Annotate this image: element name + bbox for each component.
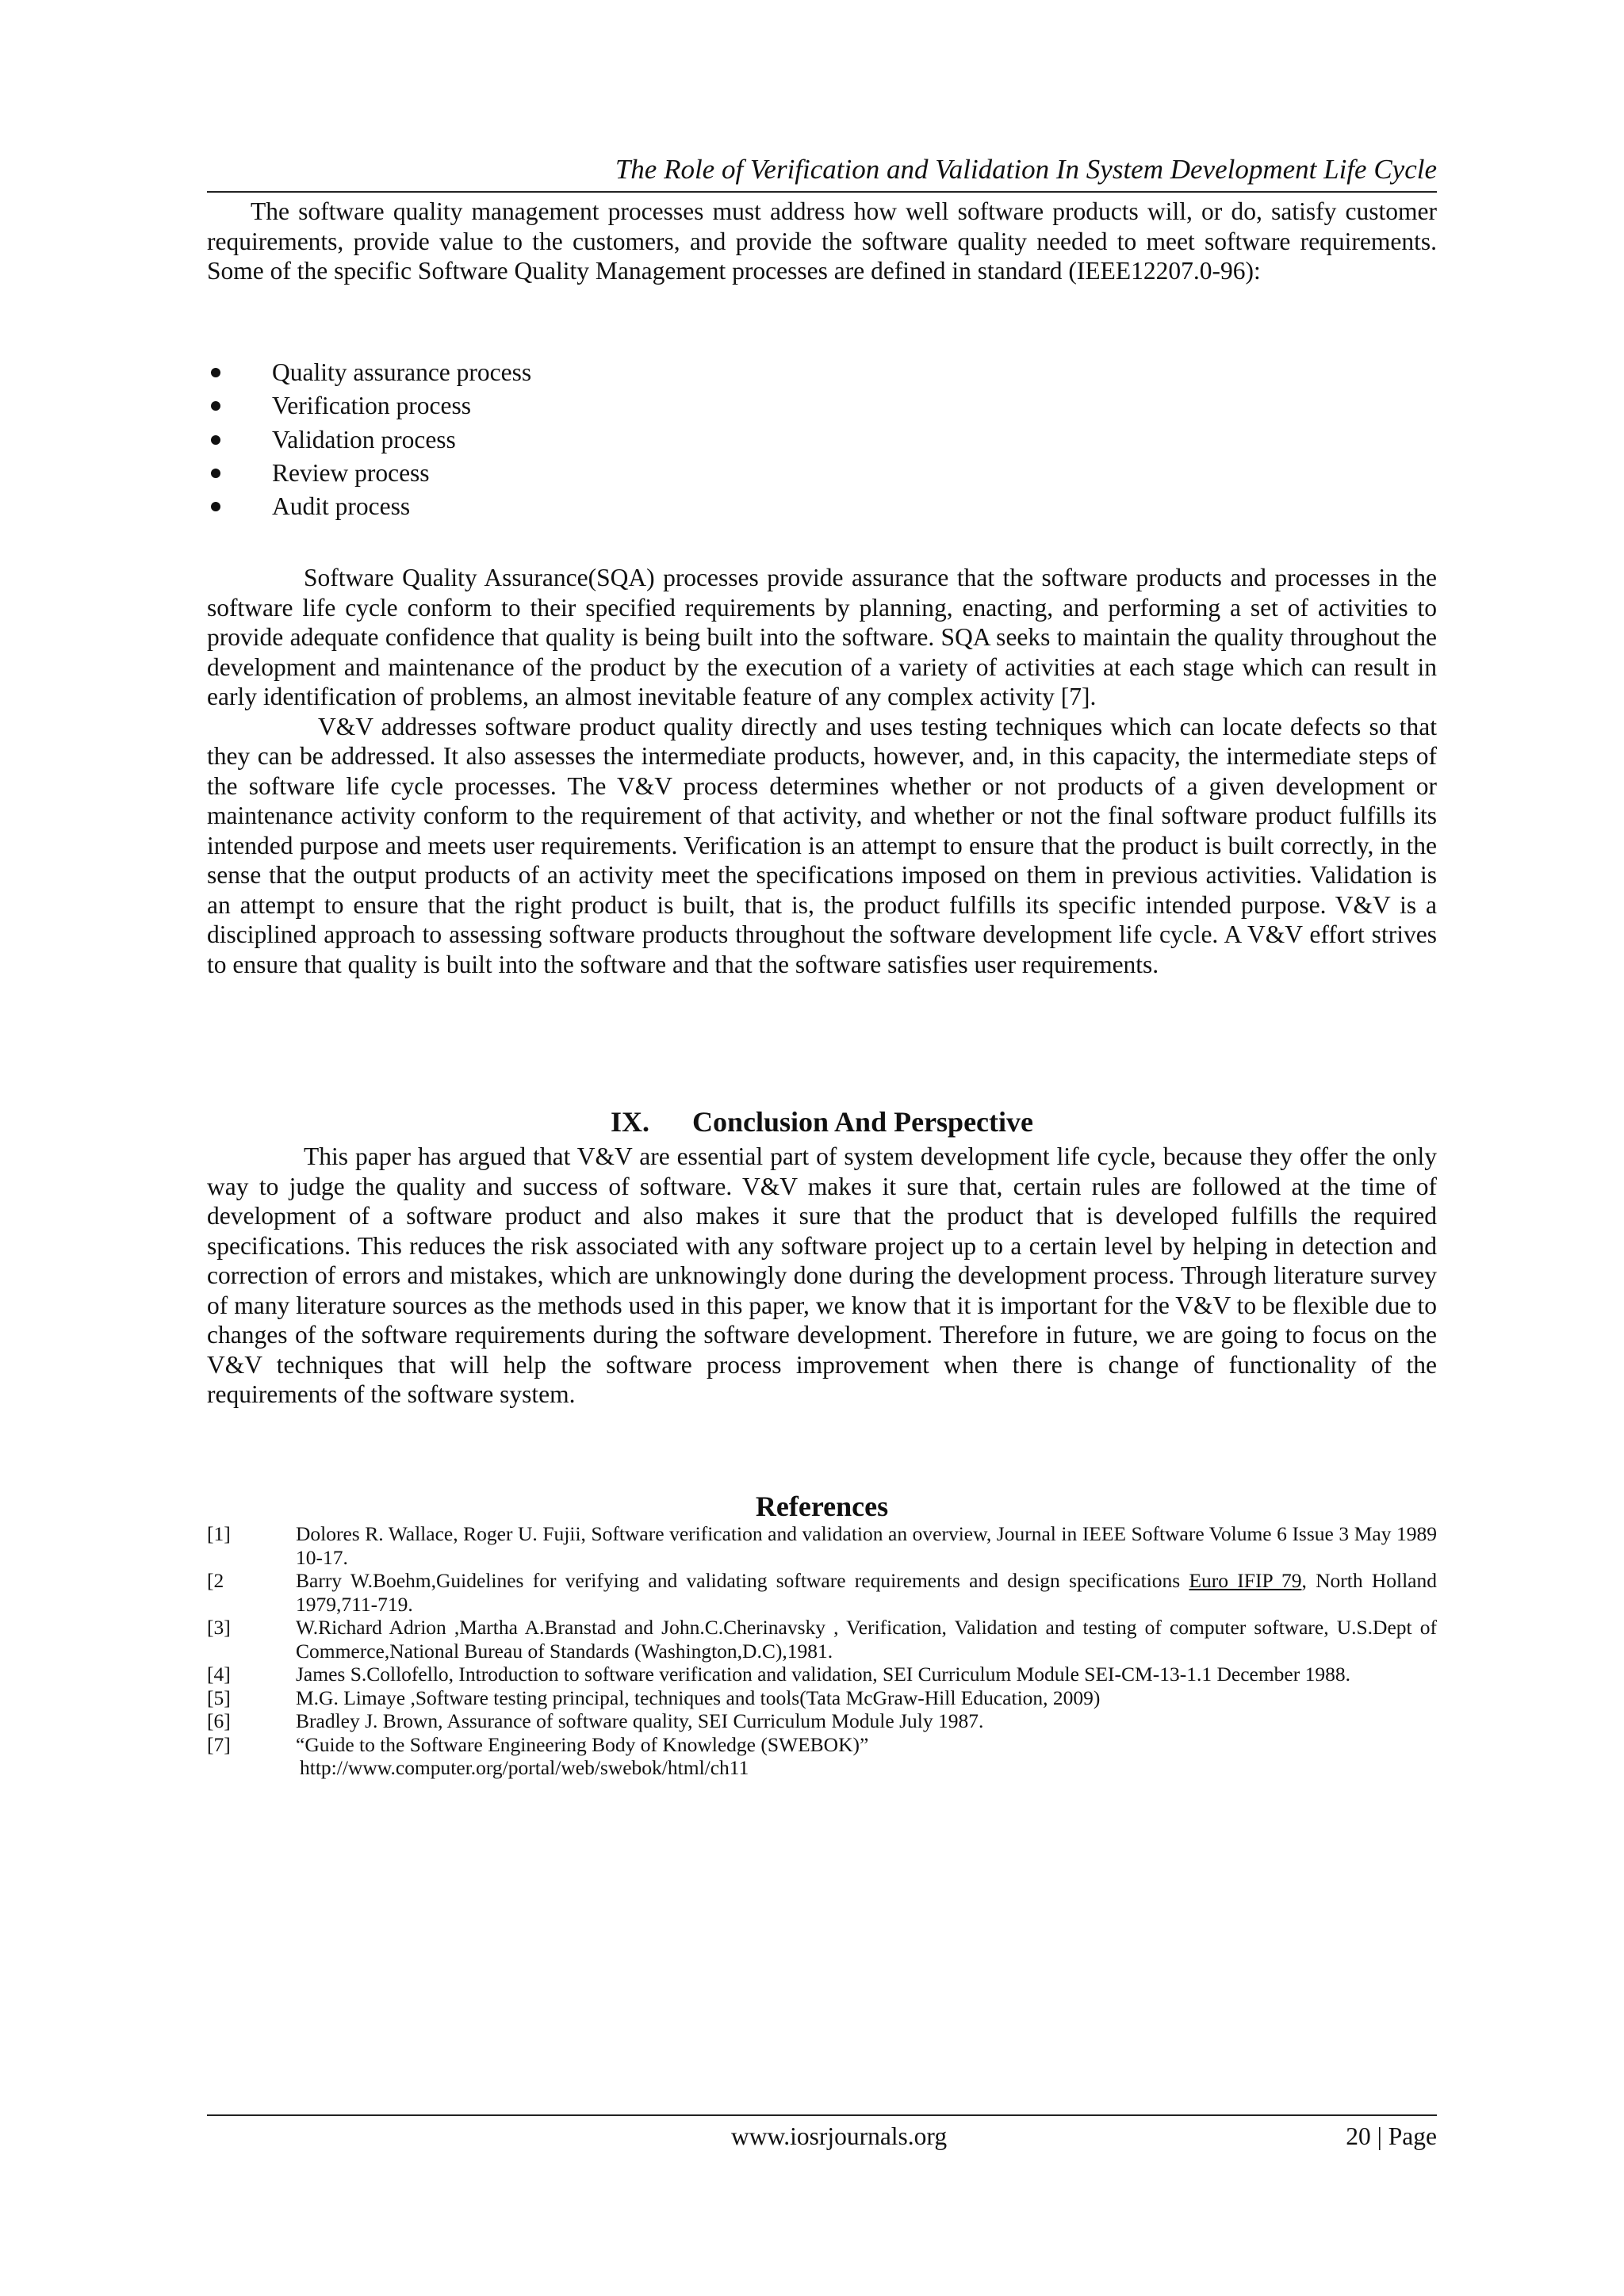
- reference-text-part: , North Holland 1979,711-719.: [296, 1569, 1437, 1616]
- reference-item: [207, 1663, 1437, 1686]
- reference-item: [207, 1616, 1437, 1663]
- intro-section: [207, 197, 1437, 286]
- intro-paragraph: The software quality management processes must address how well software products will, or do, satisfy customer requirements, provide value to the customers, and provide the software quality needed to meet software requirements. Some of the specific Software Quality Management processes are defined in standard (IEEE12207.0-96):: [207, 197, 1437, 285]
- list-item-label: Audit process: [272, 492, 411, 521]
- reference-item: [207, 1686, 1437, 1710]
- reference-url[interactable]: http://www.computer.org/portal/web/swebok/html/ch11: [300, 1756, 749, 1779]
- process-list: [207, 356, 1437, 523]
- reference-number: [1]: [207, 1522, 231, 1545]
- references-heading: References: [755, 1490, 889, 1522]
- list-item: [207, 389, 1437, 423]
- header-divider: [207, 191, 1437, 193]
- bullet-icon: [211, 435, 220, 445]
- conclusion-paragraph: This paper has argued that V&V are essential part of system development life cycle, because they offer the only way to judge the quality and success of software. V&V makes it sure that, certain rules are followed at the time of development of a software product and also makes it sure that the product that is developed fulfills the required specifications. This reduces the risk associated with any software project up to a certain level by helping in detection and correction of errors and mistakes, which are unknowingly done during the development process. Through literature survey of many literature sources as the methods used in this paper, we know that it is important for the V&V to be flexible due to changes of the software requirements during the software development. Therefore in future, we are going to focus on the V&V techniques that will help the software process improvement when there is change of functionality of the requirements of the software system.: [207, 1142, 1437, 1408]
- footer-journal-url[interactable]: www.iosrjournals.org: [731, 2122, 948, 2150]
- bullet-icon: [211, 401, 220, 411]
- reference-text: Bradley J. Brown, Assurance of software quality, SEI Curriculum Module July 1987.: [296, 1709, 984, 1732]
- list-item-label: Quality assurance process: [272, 358, 532, 386]
- reference-text: Dolores R. Wallace, Roger U. Fujii, Software verification and validation an overview, Journal in IEEE Software Volume 6 Issue 3 May 1989 10-17.: [296, 1522, 1437, 1569]
- list-item: [207, 423, 1437, 457]
- sqa-section: [207, 563, 1437, 979]
- bullet-icon: [211, 502, 220, 511]
- conclusion-heading: IX. Conclusion And Perspective: [610, 1106, 1034, 1138]
- reference-title: “Guide to the Software Engineering Body of Knowledge (SWEBOK)”: [296, 1732, 869, 1756]
- footer-divider: [207, 2114, 1437, 2116]
- reference-number: [2: [207, 1569, 224, 1592]
- list-item: [207, 356, 1437, 389]
- list-item-label: Review process: [272, 458, 430, 487]
- reference-number: [7]: [207, 1732, 231, 1756]
- reference-text: [296, 1733, 1437, 1780]
- conclusion-section: [207, 1142, 1437, 1410]
- reference-item: [207, 1569, 1437, 1616]
- reference-number: [6]: [207, 1709, 231, 1732]
- list-item-label: Verification process: [272, 392, 472, 420]
- list-item: [207, 490, 1437, 523]
- bullet-icon: [211, 469, 220, 478]
- reference-text: M.G. Limaye ,Software testing principal, techniques and tools(Tata McGraw-Hill Education, 2009): [296, 1686, 1101, 1709]
- sqa-paragraph: Software Quality Assurance(SQA) processes provide assurance that the software products and processes in the software life cycle conform to their specified requirements by planning, enacting, and performing a set of activities to provide adequate confidence that quality is being built into the software. SQA seeks to maintain the quality throughout the development and maintenance of the product by the execution of a variety of activities at each stage which can result in early identification of problems, an almost inevitable feature of any complex activity [7].: [207, 564, 1437, 710]
- vv-paragraph: V&V addresses software product quality directly and uses testing techniques which can locate defects so that they can be addressed. It also assesses the intermediate products, however, and, in this capacity, the intermediate steps of the software life cycle processes. The V&V process determines whether or not products of a given development or maintenance activity conform to the requirement of that activity, and whether or not the final software product fulfills its intended purpose and meets user requirements. Verification is an attempt to ensure that the product is built correctly, in the sense that the output products of an activity meet the specifications imposed on them in previous activities. Validation is an attempt to ensure that the right product is built, that is, the product fulfills its specific intended purpose. V&V is a disciplined approach to assessing software products throughout the software development life cycle. A V&V effort strives to ensure that quality is built into the software and that the software satisfies user requirements.: [207, 712, 1437, 978]
- reference-item: [207, 1522, 1437, 1569]
- reference-text: [296, 1569, 1437, 1616]
- reference-text-part: Barry W.Boehm,Guidelines for verifying and validating software requirements and design specifications: [296, 1569, 1189, 1592]
- bullet-icon: [211, 368, 220, 377]
- reference-number: [5]: [207, 1686, 231, 1709]
- reference-list: [207, 1522, 1437, 1780]
- reference-number: [4]: [207, 1663, 231, 1686]
- footer-page-number: 20 | Page: [1346, 2122, 1437, 2150]
- reference-number: [3]: [207, 1616, 231, 1639]
- list-item: [207, 457, 1437, 490]
- reference-text: James S.Collofello, Introduction to software verification and validation, SEI Curriculum Module SEI-CM-13-1.1 December 1988.: [296, 1663, 1350, 1686]
- reference-text: W.Richard Adrion ,Martha A.Branstad and John.C.Cherinavsky , Verification, Validation and testing of computer software, U.S.Dept of Commerce,National Bureau of Standards (Washington,D.C),1981.: [296, 1616, 1437, 1663]
- reference-item: [207, 1709, 1437, 1733]
- reference-item: [207, 1733, 1437, 1780]
- list-item-label: Validation process: [272, 425, 456, 453]
- reference-underlined-venue: Euro IFIP 79: [1189, 1569, 1302, 1592]
- running-title: The Role of Verification and Validation In System Development Life Cycle: [615, 154, 1437, 185]
